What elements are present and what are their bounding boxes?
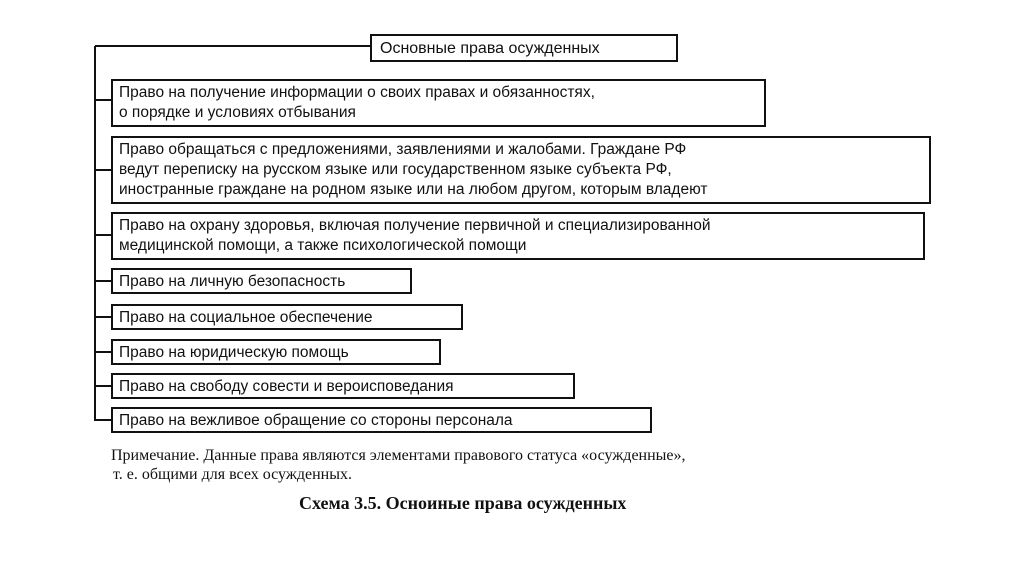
right-box-polite-treatment <box>111 407 652 433</box>
box-line: Право на свободу совести и вероисповедания <box>119 378 454 395</box>
right-box-legal-aid <box>111 339 441 365</box>
box-line: Право на юридическую помощь <box>119 344 349 361</box>
box-line: Право на личную безопасность <box>119 273 346 290</box>
root-label: Основные права осужденных <box>380 40 600 57</box>
box-line: иностранные граждане на родном языке или на любом другом, которым владеют <box>119 181 708 198</box>
box-line: о порядке и условиях отбывания <box>119 104 356 121</box>
note-line: Примечание. Данные права являются элементами правового статуса «осужденные», <box>111 447 686 464</box>
box-line: Право на социальное обеспечение <box>119 309 373 326</box>
diagram-caption: Схема 3.5. Осноиные права осужденных <box>299 493 627 513</box>
right-box-health <box>111 212 925 260</box>
right-box-information <box>111 79 766 127</box>
box-line: Право на охрану здоровья, включая получение первичной и специализированной <box>119 217 711 234</box>
note-line: т. е. общими для всех осужденных. <box>113 466 352 483</box>
right-box-safety <box>111 268 412 294</box>
right-box-appeals <box>111 136 931 204</box>
box-line: Право обращаться с предложениями, заявлениями и жалобами. Граждане РФ <box>119 141 687 158</box>
right-box-social <box>111 304 463 330</box>
box-line: Право на получение информации о своих правах и обязанностях, <box>119 84 595 101</box>
right-box-conscience <box>111 373 575 399</box>
box-line: медицинской помощи, а также психологической помощи <box>119 237 527 254</box>
box-line: ведут переписку на русском языке или государственном языке субъекта РФ, <box>119 161 672 178</box>
note-text <box>111 446 686 484</box>
box-line: Право на вежливое обращение со стороны персонала <box>119 412 513 429</box>
root-box <box>370 34 678 62</box>
